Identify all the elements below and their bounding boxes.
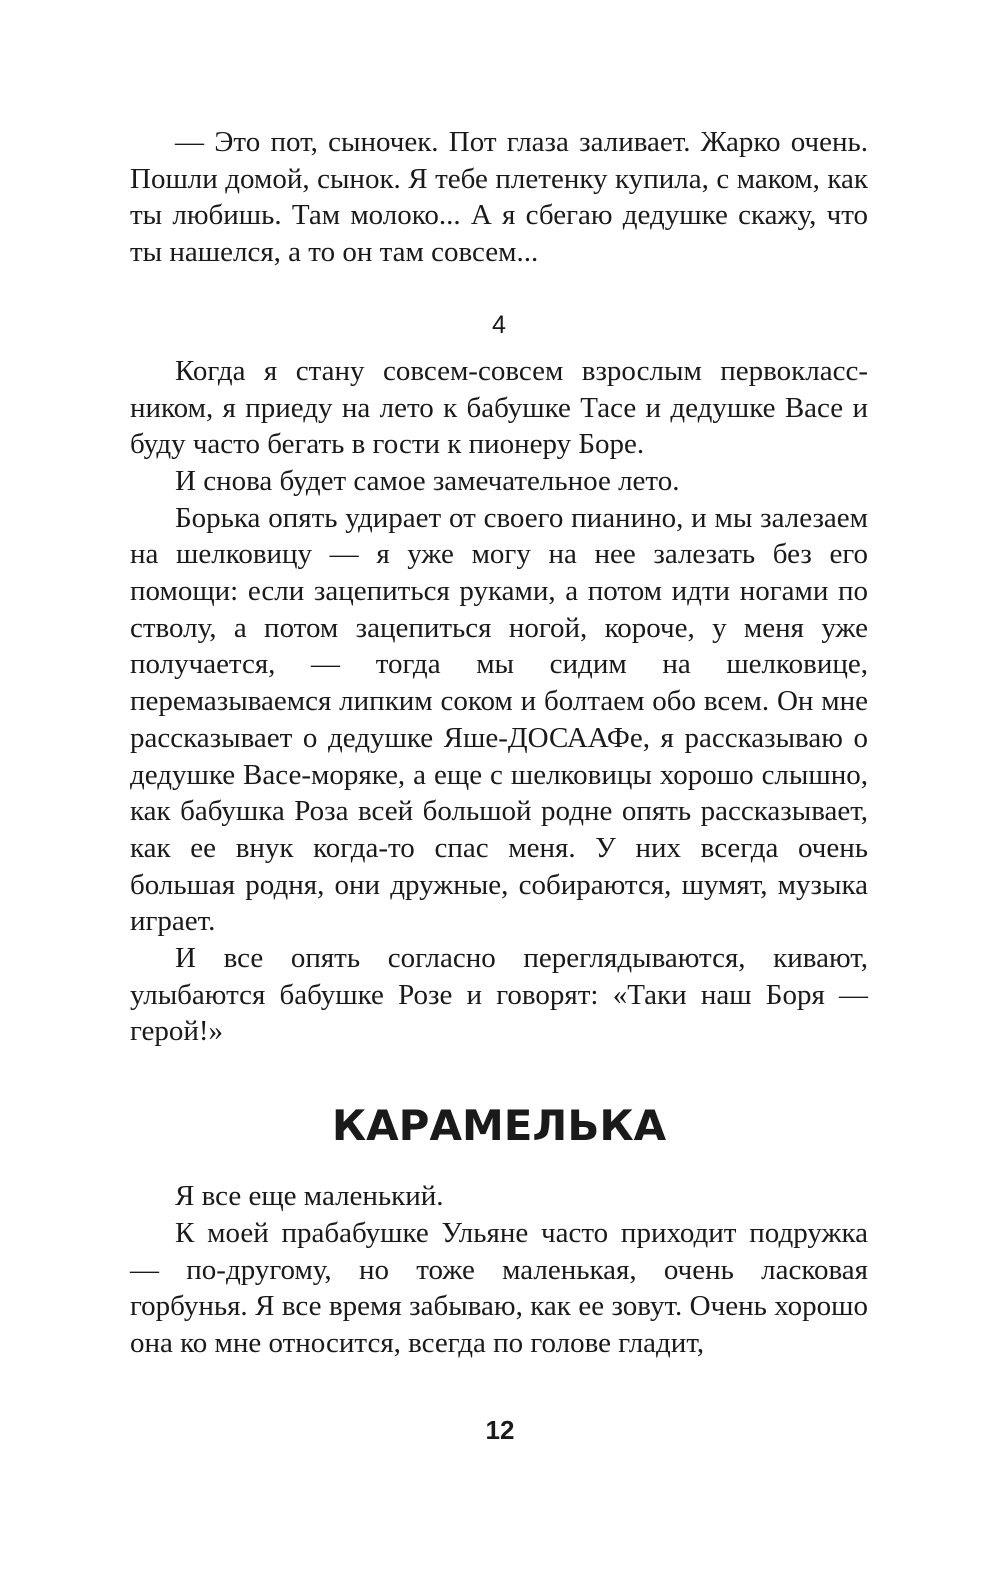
chapter-title: КАРАМЕЛЬКА (331, 1101, 667, 1151)
section-number: 4 (492, 310, 506, 339)
paragraph: — Это пот, сыночек. Пот глаза заливает. Жарко очень. Пошли домой, сынок. Я тебе плетенку купила, с маком, как ты любишь. Там молоко... А я сбегаю дедушке скажу, что ты нашелся, а то он там совсем... (130, 126, 868, 269)
paragraph: И снова будет самое замечательное лето. (175, 464, 680, 497)
text-block-top (130, 124, 868, 271)
paragraph: К моей прабабушке Ульяне часто приходит подружка — по-другому, но тоже маленькая, очень ласковая горбунья. Я все время забываю, как ее зовут. Очень хорошо она ко мне относится, всегда по голове гладит, (130, 1216, 868, 1359)
text-block-chapter (130, 1178, 868, 1362)
paragraph: Когда я стану совсем-совсем взрослым первоклассником, я приеду на лето к бабушке Тасе и дедушке Васе и буду часто бегать в гости к пионеру Боре. (130, 354, 868, 461)
paragraph: Борька опять удирает от своего пианино, и мы залезаем на шелковицу — я уже могу на нее залезать без его помощи: если зацепиться руками, а потом идти ногами по стволу, а потом зацепиться ногой, короче, у меня уже получается, — тогда мы сидим на шелковице, перемазываемся липким соком и болтаем обо всем. Он мне рассказывает о дедушке Яше-ДОСААФе, я рассказываю о дедушке Васе-моряке, а еще с шелковицы хорошо слышно, как бабушка Роза всей большой родне опять рассказывает, как ее внук когда-то спас меня. У них всегда очень большая родня, они дружные, собираются, шумят, музыка играет. (130, 501, 868, 938)
text-block-section (130, 353, 868, 1050)
paragraph: И все опять согласно переглядываются, кивают, улыбаются бабушке Розе и говорят: «Таки наш Боря — герой!» (130, 942, 868, 1048)
paragraph: Я все еще маленький. (175, 1180, 444, 1213)
page-number: 12 (485, 1415, 515, 1445)
page-content (130, 124, 868, 1362)
